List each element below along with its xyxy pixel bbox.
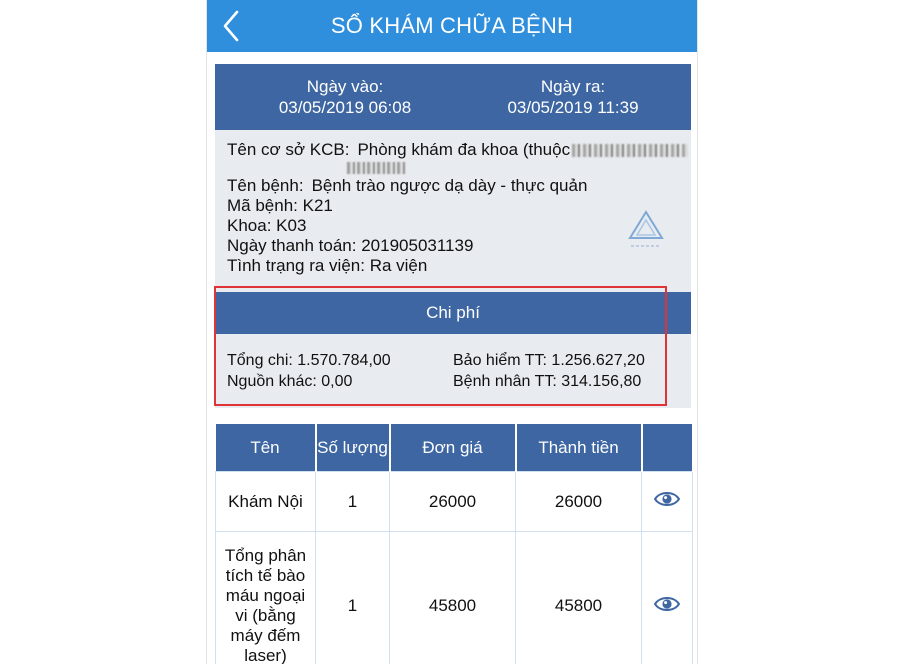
back-arrow-icon[interactable]	[221, 9, 243, 43]
disease-label: Tên bệnh:	[227, 176, 304, 195]
service-name: Tổng phân tích tế bào máu ngoại vi (bằng máy đếm laser)	[216, 532, 316, 664]
cost-line	[227, 371, 687, 392]
disease-code-label: Mã bệnh:	[227, 196, 298, 215]
col-name-header: Tên	[216, 424, 316, 472]
page-title: SỔ KHÁM CHỮA BỆNH	[330, 13, 574, 38]
col-price-header: Đơn giá	[390, 424, 516, 472]
payment-date-row	[227, 236, 689, 256]
disease-row	[227, 176, 689, 196]
col-total-header: Thành tiền	[516, 424, 642, 472]
disease-code-row	[227, 196, 689, 216]
service-total: 45800	[516, 532, 642, 664]
insurance-paid: Bảo hiểm TT: 1.256.627,20	[453, 352, 645, 369]
col-action-header	[642, 424, 693, 472]
service-price: 45800	[390, 532, 516, 664]
facility-row	[227, 140, 689, 176]
payment-date-value: 201905031139	[361, 236, 474, 255]
discharge-status-label: Tình trạng ra viện:	[227, 256, 365, 275]
redacted-text	[572, 144, 688, 157]
service-price: 26000	[390, 472, 516, 532]
other-source: Nguồn khác: 0,00	[227, 373, 353, 390]
nav-bar	[207, 0, 697, 52]
view-cell	[642, 532, 693, 664]
service-total: 26000	[516, 472, 642, 532]
payment-date-label: Ngày thanh toán:	[227, 236, 357, 255]
service-qty: 1	[316, 532, 390, 664]
view-cell	[642, 472, 693, 532]
col-qty-header: Số lượng	[316, 424, 390, 472]
table-row	[216, 472, 693, 532]
disease-value: Bệnh trào ngược dạ dày - thực quản	[311, 176, 588, 195]
phone-screen	[206, 0, 698, 664]
eye-icon[interactable]	[654, 595, 680, 613]
cost-line	[227, 350, 687, 371]
department-row	[227, 216, 689, 236]
date-in-value: 03/05/2019 06:08	[278, 98, 412, 117]
date-out	[473, 76, 673, 118]
date-in	[245, 76, 445, 118]
department-label: Khoa:	[227, 216, 272, 235]
discharge-status-row	[227, 256, 689, 276]
discharge-status-value: Ra viện	[369, 256, 428, 275]
department-value: K03	[276, 216, 307, 235]
table-header-row	[216, 424, 693, 472]
visit-info	[227, 140, 689, 276]
visit-dates-bar	[215, 64, 691, 130]
total-cost: Tổng chi: 1.570.784,00	[227, 352, 391, 369]
date-out-label: Ngày ra:	[540, 77, 606, 96]
facility-label: Tên cơ sở KCB:	[227, 140, 350, 159]
date-in-label: Ngày vào:	[306, 77, 384, 96]
redacted-text	[347, 162, 405, 174]
service-qty: 1	[316, 472, 390, 532]
service-name: Khám Nội	[216, 472, 316, 532]
disease-code-value: K21	[302, 196, 333, 215]
eye-icon[interactable]	[654, 490, 680, 508]
date-out-value: 03/05/2019 11:39	[507, 98, 639, 117]
watermark-logo-icon	[623, 208, 669, 254]
patient-paid: Bệnh nhân TT: 314.156,80	[453, 373, 642, 390]
cost-section-header: Chi phí	[215, 292, 691, 334]
visit-card	[215, 64, 691, 408]
cost-summary	[227, 350, 687, 392]
facility-value: Phòng khám đa khoa (thuộc	[357, 140, 571, 159]
table-row	[216, 532, 693, 664]
service-table	[215, 424, 694, 664]
